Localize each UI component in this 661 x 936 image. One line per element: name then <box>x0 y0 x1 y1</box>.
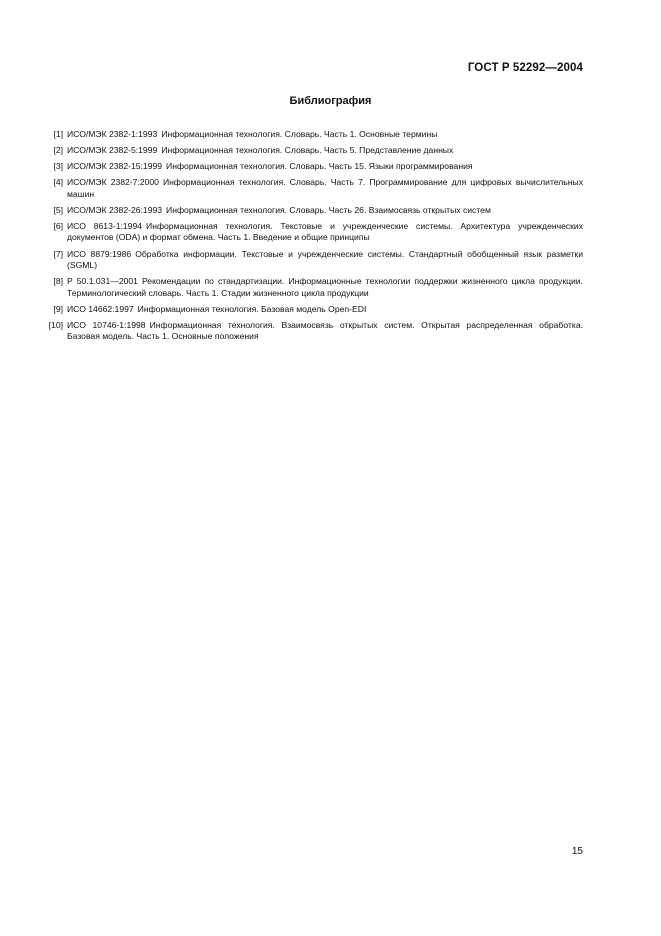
reference-text <box>67 276 583 299</box>
reference-code: ИСО/МЭК 2382-26:1993 <box>67 204 163 215</box>
reference-number: [2] <box>53 145 63 156</box>
reference-text <box>67 221 583 244</box>
reference-title: Информационная технология. Текстовые и учрежденческие системы. Архитектура учрежденческих документов (ODA) и формат обмена. Часть 1. Введение и общие принципы <box>67 220 584 243</box>
reference-code: ИСО/МЭК 2382-7:2000 <box>67 177 159 188</box>
reference-title: Информационная технология. Словарь. Часть 15. Языки программирования <box>166 161 473 172</box>
reference-text <box>67 304 583 316</box>
bibliography-item <box>40 320 583 343</box>
reference-text <box>67 249 583 272</box>
reference-code: ИСО 10746-1:1998 <box>67 319 146 330</box>
section-title: Библиография <box>289 95 372 107</box>
reference-number: [9] <box>53 303 63 314</box>
standard-code-header: ГОСТ Р 52292—2004 <box>467 62 583 74</box>
reference-code: Р 50.1.031—2001 <box>67 276 138 287</box>
reference-code: ИСО 14662:1997 <box>67 303 134 314</box>
reference-number: [3] <box>53 161 63 172</box>
reference-number: [5] <box>53 204 63 215</box>
bibliography-item <box>40 304 583 316</box>
reference-text <box>67 320 583 343</box>
bibliography-item <box>40 276 583 299</box>
bibliography-item <box>40 129 583 141</box>
reference-number: [10] <box>48 319 63 330</box>
reference-title: Информационная технология. Словарь. Часть 5. Представление данных <box>161 145 454 156</box>
reference-code: ИСО/МЭК 2382-5:1999 <box>67 145 158 156</box>
bibliography-item <box>40 205 583 217</box>
reference-number: [8] <box>53 276 63 287</box>
reference-title: Информационная технология. Словарь. Часть 1. Основные термины <box>161 129 438 139</box>
reference-number: [7] <box>53 248 63 259</box>
reference-title: Информационная технология. Словарь. Часть 7. Программирование для цифровых вычислительных машин <box>67 177 583 199</box>
reference-text <box>67 145 583 157</box>
page-number: 15 <box>571 846 583 857</box>
reference-title: Обработка информации. Текстовые и учрежденческие системы. Стандартный обобщенный язык разметки (SGML) <box>67 248 583 271</box>
reference-text <box>67 205 583 217</box>
reference-title: Информационная технология. Базовая модель Open-EDI <box>137 303 367 314</box>
reference-text <box>67 161 583 173</box>
reference-number: [6] <box>53 220 63 231</box>
reference-code: ИСО 8879:1986 <box>67 248 132 259</box>
bibliography-item <box>40 177 583 200</box>
reference-code: ИСО/МЭК 2382-15:1999 <box>67 161 163 172</box>
bibliography-item <box>40 221 583 244</box>
reference-number: [4] <box>53 177 63 188</box>
reference-title: Рекомендации по стандартизации. Информационные технологии поддержки жизненного цикла продукции. Терминологический словарь. Часть 1. Стадии жизненного цикла продукции <box>67 276 583 298</box>
reference-code: ИСО/МЭК 2382-1:1993 <box>67 129 158 139</box>
bibliography-list <box>40 129 583 347</box>
reference-title: Информационная технология. Взаимосвязь открытых систем. Открытая распределенная обработка. Базовая модель. Часть 1. Основные положения <box>67 319 583 342</box>
reference-code: ИСО 8613-1:1994 <box>67 220 143 231</box>
reference-text <box>67 129 583 141</box>
bibliography-item <box>40 145 583 157</box>
reference-number: [1] <box>53 129 63 139</box>
bibliography-item <box>40 249 583 272</box>
bibliography-item <box>40 161 583 173</box>
reference-title: Информационная технология. Словарь. Часть 26. Взаимосвязь открытых систем <box>166 204 491 215</box>
reference-text <box>67 177 583 200</box>
